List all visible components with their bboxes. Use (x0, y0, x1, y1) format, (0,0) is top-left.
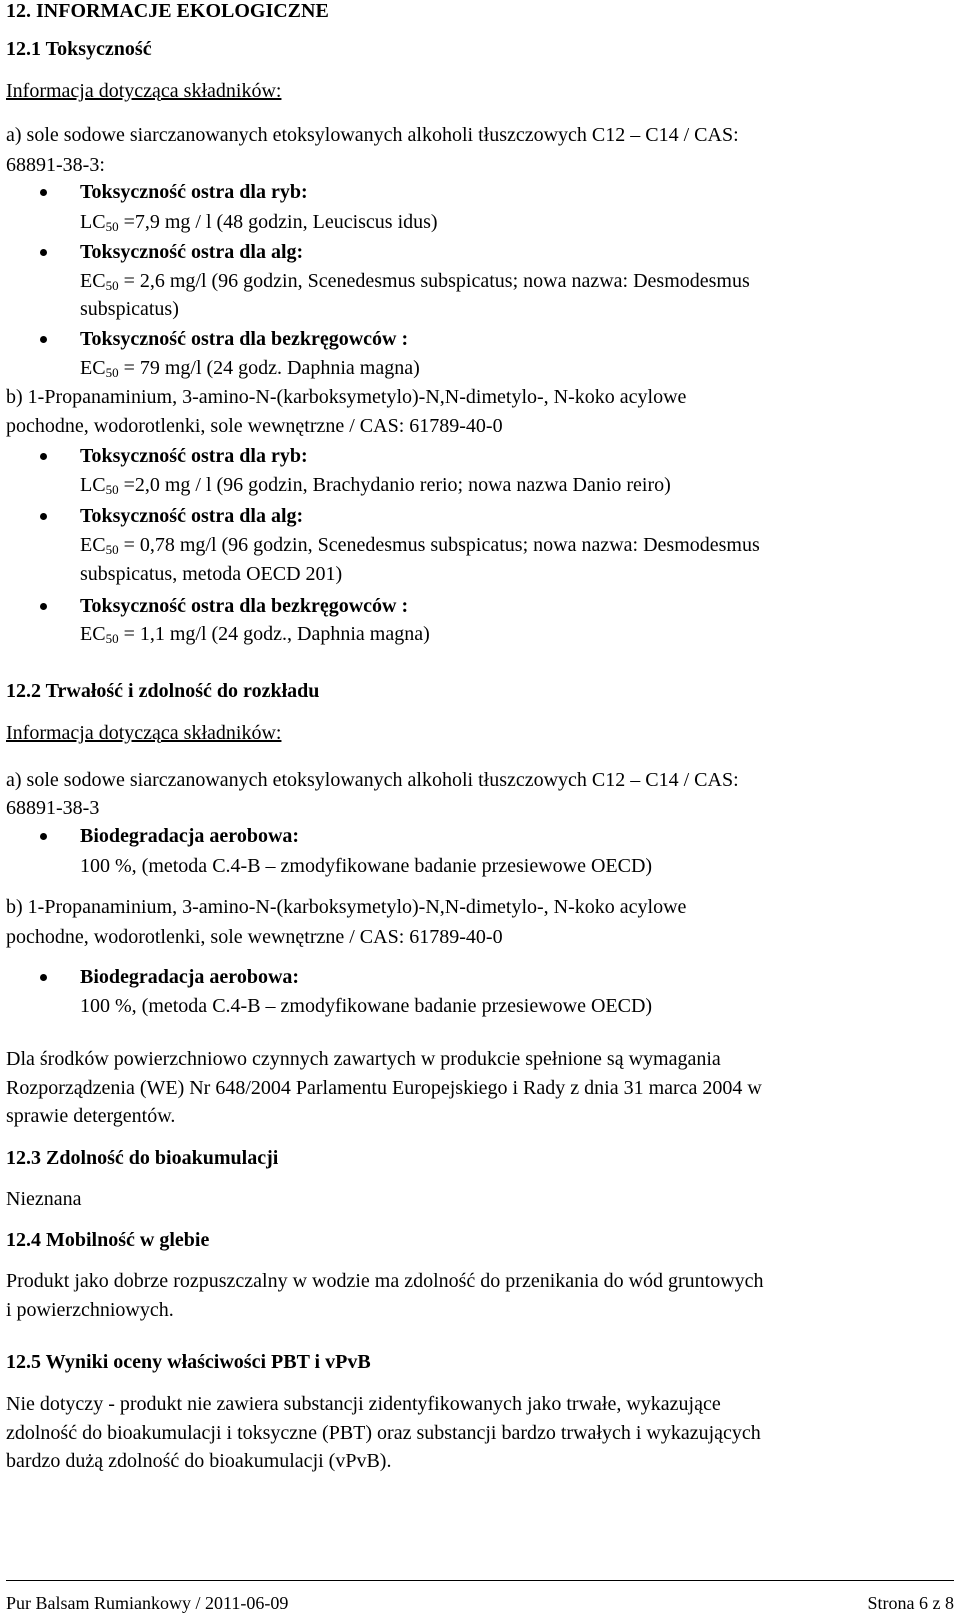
bullet-icon (40, 974, 47, 981)
a-bio-label: Biodegradacja aerobowa: (80, 825, 300, 847)
detergent-note-line1: Dla środków powierzchniowo czynnych zawartych w produkcie spełnione są wymagania (6, 1048, 721, 1070)
b-fish-prefix: LC (80, 474, 106, 496)
b-inv-value (80, 619, 430, 649)
b-alg-prefix: EC (80, 534, 106, 556)
b-alg-label: Toksyczność ostra dla alg: (80, 505, 304, 527)
b-inv-sub: 50 (105, 631, 119, 646)
b-alg-value2: subspicatus, metoda OECD 201) (80, 563, 343, 585)
component-a-line2: 68891-38-3: (6, 154, 105, 176)
heading-12-1-text: 12.1 Toksyczność (6, 38, 152, 60)
bullet-icon (40, 453, 47, 460)
b-fish-sub: 50 (105, 482, 119, 497)
detergent-note-line2: Rozporządzenia (WE) Nr 648/2004 Parlamentu Europejskiego i Rady z dnia 31 marca 2004 w (6, 1077, 762, 1099)
bullet-icon (40, 336, 47, 343)
bullet-icon (40, 603, 47, 610)
b-fish-value (80, 470, 671, 500)
a-inv-value (80, 353, 420, 383)
a-alg-text: = 2,6 mg/l (96 godzin, Scenedesmus subspicatus; nowa nazwa: Desmodesmus (118, 270, 750, 292)
heading-12-3: 12.3 Zdolność do bioakumulacji (6, 1147, 279, 1169)
section-title: 12. INFORMACJE EKOLOGICZNE (6, 0, 329, 22)
component-b-line2-12-2: pochodne, wodorotlenki, sole wewnętrzne / CAS: 61789-40-0 (6, 926, 503, 948)
heading-12-5: 12.5 Wyniki oceny właściwości PBT i vPvB (6, 1351, 371, 1373)
bullet-icon (40, 513, 47, 520)
a-inv-prefix: EC (80, 357, 106, 379)
component-a-line1: a) sole sodowe siarczanowanych etoksylowanych alkoholi tłuszczowych C12 – C14 / CAS: (6, 124, 739, 146)
b-bio-label: Biodegradacja aerobowa: (80, 966, 300, 988)
heading-12-2: 12.2 Trwałość i zdolność do rozkładu (6, 680, 320, 702)
b-alg-value (80, 530, 760, 560)
b-inv-prefix: EC (80, 623, 106, 645)
info-label-12-1: Informacja dotycząca składników: (6, 80, 282, 102)
heading-12-1 (6, 34, 152, 64)
a-fish-sub: 50 (105, 219, 119, 234)
a-fish-label: Toksyczność ostra dla ryb: (80, 181, 308, 203)
mobility-line1: Produkt jako dobrze rozpuszczalny w wodzie ma zdolność do przenikania do wód gruntowych (6, 1270, 764, 1292)
component-b-line1: b) 1-Propanaminium, 3-amino-N-(karboksymetylo)-N,N-dimetylo-, N-koko acylowe (6, 386, 687, 408)
a-fish-text: =7,9 mg / l (48 godzin, Leuciscus idus) (118, 211, 438, 233)
detergent-note-line3: sprawie detergentów. (6, 1105, 176, 1127)
bullet-icon (40, 249, 47, 256)
a-alg-prefix: EC (80, 270, 106, 292)
pbt-line3: bardzo dużą zdolność do bioakumulacji (vPvB). (6, 1450, 392, 1472)
component-b-line1-12-2: b) 1-Propanaminium, 3-amino-N-(karboksymetylo)-N,N-dimetylo-, N-koko acylowe (6, 896, 687, 918)
component-a-line2-12-2: 68891-38-3 (6, 797, 100, 819)
a-fish-value (80, 207, 438, 237)
b-alg-sub: 50 (105, 542, 119, 557)
b-inv-label: Toksyczność ostra dla bezkręgowców : (80, 595, 409, 617)
a-inv-sub: 50 (105, 365, 119, 380)
b-inv-text: = 1,1 mg/l (24 godz., Daphnia magna) (118, 623, 430, 645)
a-alg-sub: 50 (105, 278, 119, 293)
a-alg-value2: subspicatus) (80, 298, 179, 320)
mobility-line2: i powierzchniowych. (6, 1299, 174, 1321)
b-alg-text: = 0,78 mg/l (96 godzin, Scenedesmus subspicatus; nowa nazwa: Desmodesmus (118, 534, 760, 556)
a-alg-value (80, 266, 750, 296)
component-b-line2: pochodne, wodorotlenki, sole wewnętrzne / CAS: 61789-40-0 (6, 415, 503, 437)
a-inv-label: Toksyczność ostra dla bezkręgowców : (80, 328, 409, 350)
bullet-icon (40, 833, 47, 840)
b-fish-text: =2,0 mg / l (96 godzin, Brachydanio rerio; nowa nazwa Danio reiro) (118, 474, 671, 496)
component-a-line1-12-2: a) sole sodowe siarczanowanych etoksylowanych alkoholi tłuszczowych C12 – C14 / CAS: (6, 769, 739, 791)
info-label-12-2: Informacja dotycząca składników: (6, 722, 282, 744)
a-alg-label: Toksyczność ostra dla alg: (80, 241, 304, 263)
b-fish-label: Toksyczność ostra dla ryb: (80, 445, 308, 467)
footer-page-number: Strona 6 z 8 (867, 1593, 954, 1613)
footer-divider (6, 1580, 954, 1581)
heading-12-4: 12.4 Mobilność w glebie (6, 1229, 210, 1251)
a-fish-prefix: LC (80, 211, 106, 233)
a-bio-value: 100 %, (metoda C.4-B – zmodyfikowane badanie przesiewowe OECD) (80, 855, 653, 877)
bioaccumulation-text: Nieznana (6, 1188, 82, 1210)
bullet-icon (40, 189, 47, 196)
a-inv-text: = 79 mg/l (24 godz. Daphnia magna) (118, 357, 420, 379)
pbt-line1: Nie dotyczy - produkt nie zawiera substancji zidentyfikowanych jako trwałe, wykazujące (6, 1393, 721, 1415)
b-bio-value: 100 %, (metoda C.4-B – zmodyfikowane badanie przesiewowe OECD) (80, 995, 653, 1017)
pbt-line2: zdolność do bioakumulacji i toksyczne (PBT) oraz substancji bardzo trwałych i wykazujących (6, 1422, 761, 1444)
footer-product-date: Pur Balsam Rumiankowy / 2011-06-09 (6, 1593, 289, 1613)
